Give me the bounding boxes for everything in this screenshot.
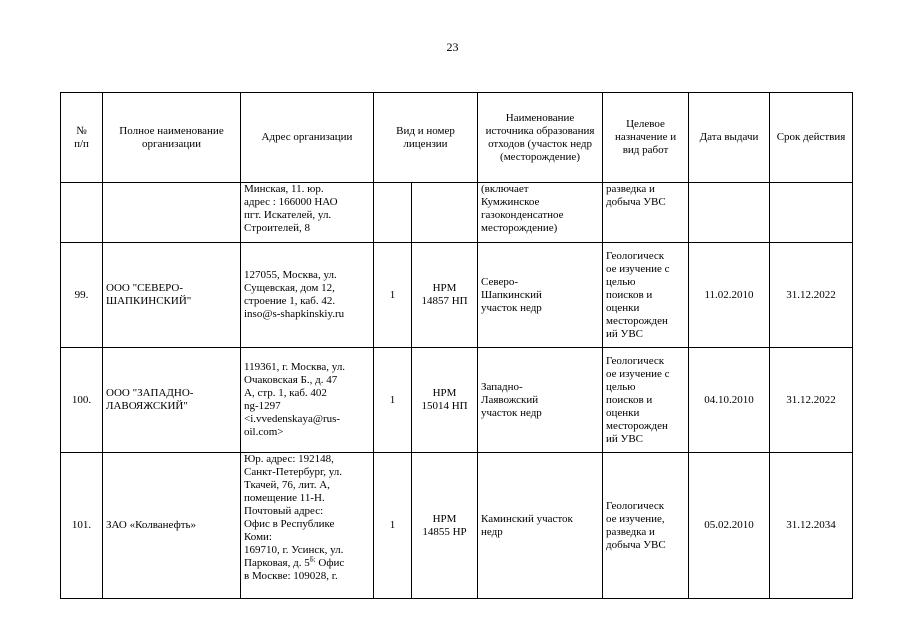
org-name-cell: ЗАО «Колванефть»	[103, 453, 241, 599]
issue-date-cell: 11.02.2010	[689, 243, 770, 348]
row-number: 100.	[61, 348, 103, 453]
license-table	[60, 92, 853, 599]
address-line: Ткачей, 76, лит. А,	[244, 479, 330, 491]
purpose-cell: Геологическ ое изучение с целью поисков и оценки месторожден ий УВС	[603, 348, 689, 453]
address-line: Почтовый адрес:	[244, 505, 324, 517]
header-expiry: Срок действия	[770, 93, 853, 183]
header-purpose: Целевое назначение и вид работ	[603, 93, 689, 183]
table-row	[61, 348, 853, 453]
address-line: Юр. адрес: 192148,	[244, 453, 334, 465]
row-number: 101.	[61, 453, 103, 599]
issue-date-cell: 04.10.2010	[689, 348, 770, 453]
row-number: 99.	[61, 243, 103, 348]
address-line: Коми:	[244, 531, 272, 543]
expiry-cell: 31.12.2034	[770, 453, 853, 599]
header-license: Вид и номер лицензии	[374, 93, 478, 183]
superscript: Б;	[309, 555, 316, 564]
source-cell: Западно- Лаявожский участок недр	[478, 348, 603, 453]
header-source: Наименование источника образования отходов (участок недр (месторождение)	[478, 93, 603, 183]
license-type-cell: 1	[374, 243, 412, 348]
header-num: № п/п	[61, 93, 103, 183]
address-cell: Минская, 11. юр. адрес : 166000 НАО пгт. Искателей, ул. Строителей, 8	[241, 183, 374, 243]
address-line: Санкт-Петербург, ул.	[244, 466, 342, 478]
expiry-cell: 31.12.2022	[770, 243, 853, 348]
source-cell: Каминский участок недр	[478, 453, 603, 599]
source-cell: Северо- Шапкинский участок недр	[478, 243, 603, 348]
org-name-cell: ООО "СЕВЕРО- ШАПКИНСКИЙ"	[103, 243, 241, 348]
header-issue-date: Дата выдачи	[689, 93, 770, 183]
org-name-cell: ООО "ЗАПАДНО- ЛАВОЯЖСКИЙ"	[103, 348, 241, 453]
header-org-name: Полное наименование организации	[103, 93, 241, 183]
license-number-cell: НРМ 14855 НР	[412, 453, 478, 599]
page-number: 23	[446, 40, 459, 54]
expiry-cell: 31.12.2022	[770, 348, 853, 453]
address-line: в Москве: 109028, г.	[244, 570, 338, 582]
address-cell: 127055, Москва, ул. Сущевская, дом 12, строение 1, каб. 42. inso@s-shapkinskiy.ru	[241, 243, 374, 348]
address-line: Парковая, д. $5^{Б;}$ Офис	[244, 555, 345, 569]
license-number-cell: НРМ 14857 НП	[412, 243, 478, 348]
address-cell	[241, 453, 374, 599]
header-address: Адрес организации	[241, 93, 374, 183]
source-cell: (включает Кумжинское газоконденсатное месторождение)	[478, 183, 603, 243]
address-line: Офис в Республике	[244, 518, 335, 530]
continuation-row	[61, 183, 853, 243]
license-type-cell: 1	[374, 348, 412, 453]
address-cell: 119361, г. Москва, ул. Очаковская Б., д. 47 А, стр. 1, каб. 402 ng-1297 <i.vvedenskaya@rus- oil.com>	[241, 348, 374, 453]
purpose-cell: разведка и добыча УВС	[603, 183, 689, 243]
license-type-cell: 1	[374, 453, 412, 599]
header-row	[61, 93, 853, 183]
purpose-cell: Геологическ ое изучение с целью поисков и оценки месторожден ий УВС	[603, 243, 689, 348]
issue-date-cell: 05.02.2010	[689, 453, 770, 599]
purpose-cell: Геологическ ое изучение, разведка и добыча УВС	[603, 453, 689, 599]
table-row	[61, 453, 853, 599]
address-line: 169710, г. Усинск, ул.	[244, 544, 344, 556]
license-number-cell: НРМ 15014 НП	[412, 348, 478, 453]
table-row	[61, 243, 853, 348]
address-line: помещение 11-Н.	[244, 492, 325, 504]
